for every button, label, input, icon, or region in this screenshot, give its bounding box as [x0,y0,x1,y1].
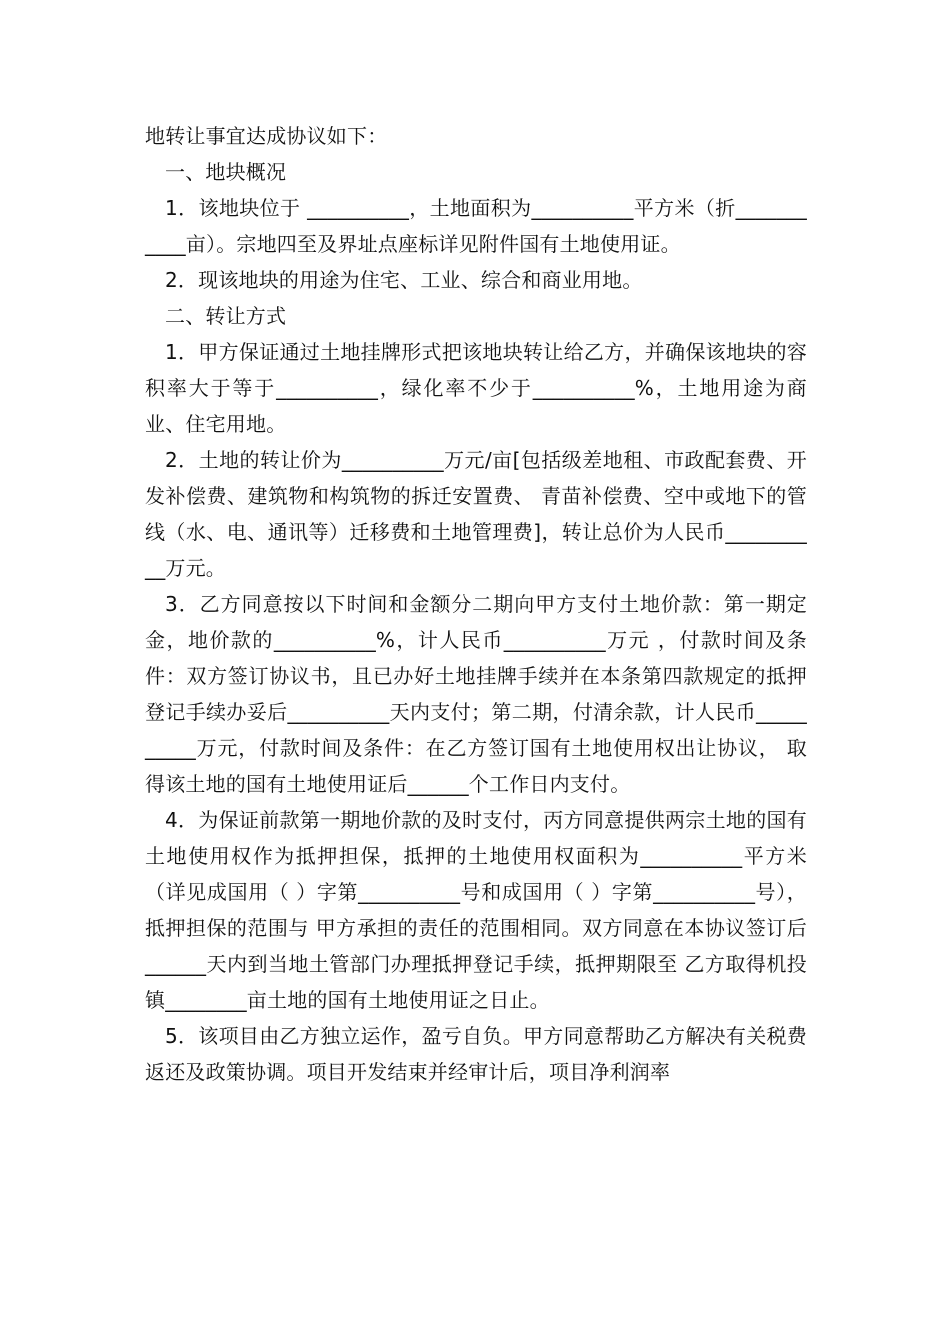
clause-1-1-location-area: 1．该地块位于 __________，土地面积为__________平方米（折___________亩）。宗地四至及界址点座标详见附件国有土地使用证。 [145,196,807,256]
clause-2-1-listing-guarantee: 1．甲方保证通过土地挂牌形式把该地块转让给乙方，并确保该地块的容积率大于等于__________，绿化率不少于__________%，土地用途为商业、住宅用地。 [145,340,807,436]
document-body [145,118,807,1090]
section-heading-land-overview: 一、地块概况 [165,160,287,184]
clause-2-4-mortgage-guarantee: 4．为保证前款第一期地价款的及时支付，丙方同意提供两宗土地的国有土地使用权作为抵押担保，抵押的土地使用权面积为__________平方米（详见成国用（ ）字第__________号和成国用（ ）字第__________号），抵押担保的范围与 甲方承担的责任的范围相同。双方同意在本协议签订后______天内到当地土管部门办理抵押登记手续，抵押期限至 乙方取得机投镇________亩土地的国有土地使用证之日止。 [145,808,807,1012]
paragraph-intro: 地转让事宜达成协议如下： [145,124,388,148]
section-heading-transfer-method: 二、转让方式 [165,304,287,328]
clause-2-2-transfer-price: 2．土地的转让价为__________万元/亩[包括级差地租、市政配套费、开发补偿费、建筑物和构筑物的拆迁安置费、 青苗补偿费、空中或地下的管线（水、电、通讯等）迁移费和土地管理费]，转让总价为人民币__________万元。 [145,448,807,580]
clause-2-3-payment-schedule: 3．乙方同意按以下时间和金额分二期向甲方支付土地价款：第一期定金，地价款的__________%，计人民币__________万元 ，付款时间及条件：双方签订协议书，且已办好土地挂牌手续并在本条第四款规定的抵押登记手续办妥后__________天内支付；第二期，付清余款，计人民币__________万元，付款时间及条件：在乙方签订国有土地使用权出让协议， 取得该土地的国有土地使用证后______个工作日内支付。 [145,592,807,796]
clause-2-5-independent-operation: 5．该项目由乙方独立运作，盈亏自负。甲方同意帮助乙方解决有关税费返还及政策协调。项目开发结束并经审计后，项目净利润率 [145,1024,807,1084]
clause-1-2-land-use: 2．现该地块的用途为住宅、工业、综合和商业用地。 [165,268,643,292]
